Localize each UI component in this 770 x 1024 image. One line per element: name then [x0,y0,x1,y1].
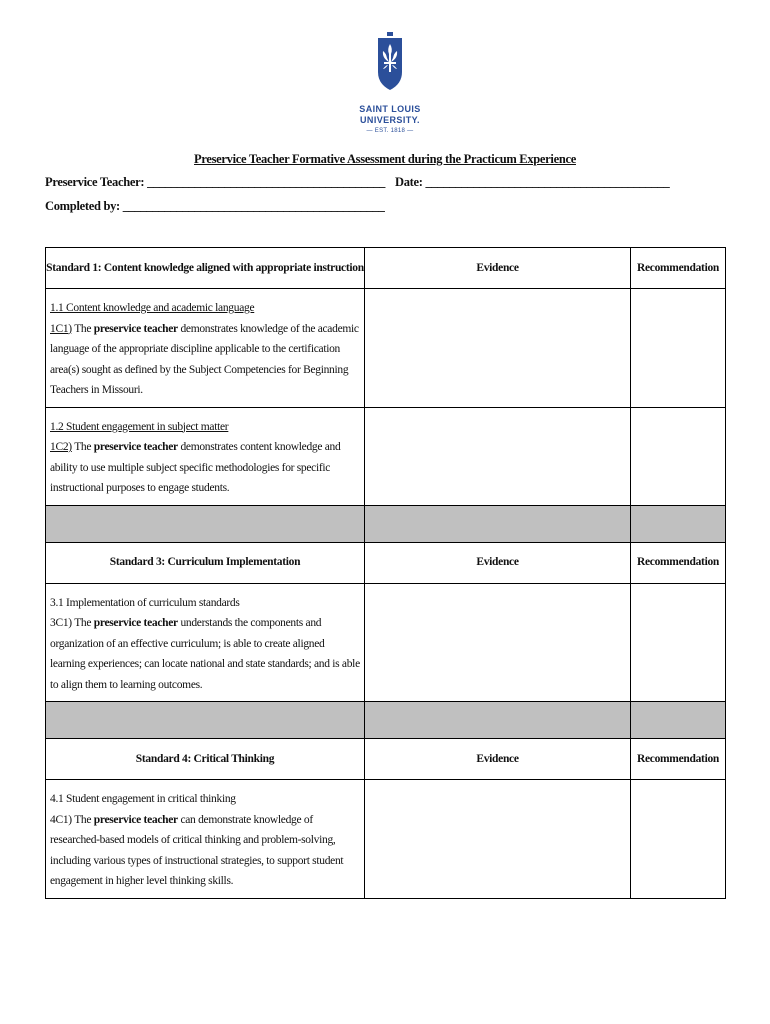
criterion-lead: The [74,617,92,629]
separator-cell [46,505,365,542]
standard-header: Standard 4: Critical Thinking [46,739,365,780]
criterion-code: 4C1) [50,813,72,826]
separator-cell [365,505,631,542]
recommendation-header: Recommendation [631,542,726,583]
criterion-title: 4.1 Student engagement in critical thinking [50,793,236,805]
completed-by-label: Completed by: [45,199,120,213]
criterion-code: 1C1) [50,322,72,335]
recommendation-cell[interactable] [631,407,726,505]
preservice-teacher-label: Preservice Teacher: [45,175,145,189]
evidence-cell[interactable] [365,407,631,505]
logo-name-line-1: SAINT LOUIS [359,104,421,114]
table-row [46,583,726,702]
recommendation-header: Recommendation [631,739,726,780]
separator-row [46,702,726,739]
standard-header: Standard 3: Curriculum Implementation [46,542,365,583]
completed-by-line[interactable]: ____________________________________________ [122,199,385,213]
preservice-teacher-field[interactable] [45,175,385,190]
table-row [46,780,726,899]
table-row [46,407,726,505]
separator-cell [631,702,726,739]
logo-name-line-2: UNIVERSITY. [360,115,420,125]
criterion-title: 3.1 Implementation of curriculum standards [50,596,240,609]
standard-header: Standard 1: Content knowledge aligned with appropriate instruction [46,248,365,289]
criterion-lead: The [74,813,92,826]
logo-established: — EST. 1818 — [366,128,414,134]
criterion-cell [46,583,365,702]
criterion-code: 3C1) [50,617,72,629]
criterion-cell [46,407,365,505]
criterion-lead: The [74,322,92,335]
completed-by-field[interactable] [45,199,385,214]
standard-header-row [46,248,726,289]
criterion-text: understands the components and organization of an effective curriculum; is able to create aligned learning experiences; can locate national and state standards; and is able to align them to learning outcomes. [50,617,360,691]
document-title: Preservice Teacher Formative Assessment during the Practicum Experience [194,152,576,166]
criterion-title: 1.2 Student engagement in subject matter [50,420,229,433]
university-logo [345,32,435,136]
criterion-subject: preservice teacher [93,813,178,826]
recommendation-cell[interactable] [631,583,726,702]
criterion-title: 1.1 Content knowledge and academic language [50,302,255,314]
separator-row [46,505,726,542]
separator-cell [365,702,631,739]
recommendation-cell[interactable] [631,780,726,899]
criterion-cell [46,289,365,408]
criterion-subject: preservice teacher [93,617,178,629]
separator-cell [631,505,726,542]
preservice-teacher-line[interactable]: ________________________________________ [147,175,386,189]
table-row [46,289,726,408]
standard-header-row [46,542,726,583]
criterion-cell [46,780,365,899]
separator-cell [46,702,365,739]
criterion-text: can demonstrate knowledge of researched-based models of critical thinking and problem-solving, including various types of instructional strategies, to support student engagement in higher level thinking skills. [50,813,344,887]
criterion-code: 1C2) [50,441,72,453]
date-field[interactable] [395,175,669,190]
evidence-cell[interactable] [365,583,631,702]
evidence-header: Evidence [365,248,631,289]
recommendation-header: Recommendation [631,248,726,289]
criterion-lead: The [74,441,92,453]
assessment-table [45,247,726,899]
recommendation-cell[interactable] [631,289,726,408]
evidence-header: Evidence [365,542,631,583]
criterion-subject: preservice teacher [93,441,178,453]
standard-header-row [46,739,726,780]
date-line[interactable]: _________________________________________ [425,175,670,189]
criterion-text: demonstrates content knowledge and ability to use multiple subject specific methodologies for specific instructional purposes to engage students. [50,441,341,494]
criterion-text: demonstrates knowledge of the academic language of the appropriate discipline applicable to the certification area(s) sought as defined by the Subject Competencies for Beginning Teachers in Missouri. [50,322,359,396]
date-label: Date: [395,175,423,189]
evidence-cell[interactable] [365,289,631,408]
criterion-subject: preservice teacher [93,322,178,335]
evidence-cell[interactable] [365,780,631,899]
evidence-header: Evidence [365,739,631,780]
shield-fleur-de-lis-icon [377,32,403,96]
